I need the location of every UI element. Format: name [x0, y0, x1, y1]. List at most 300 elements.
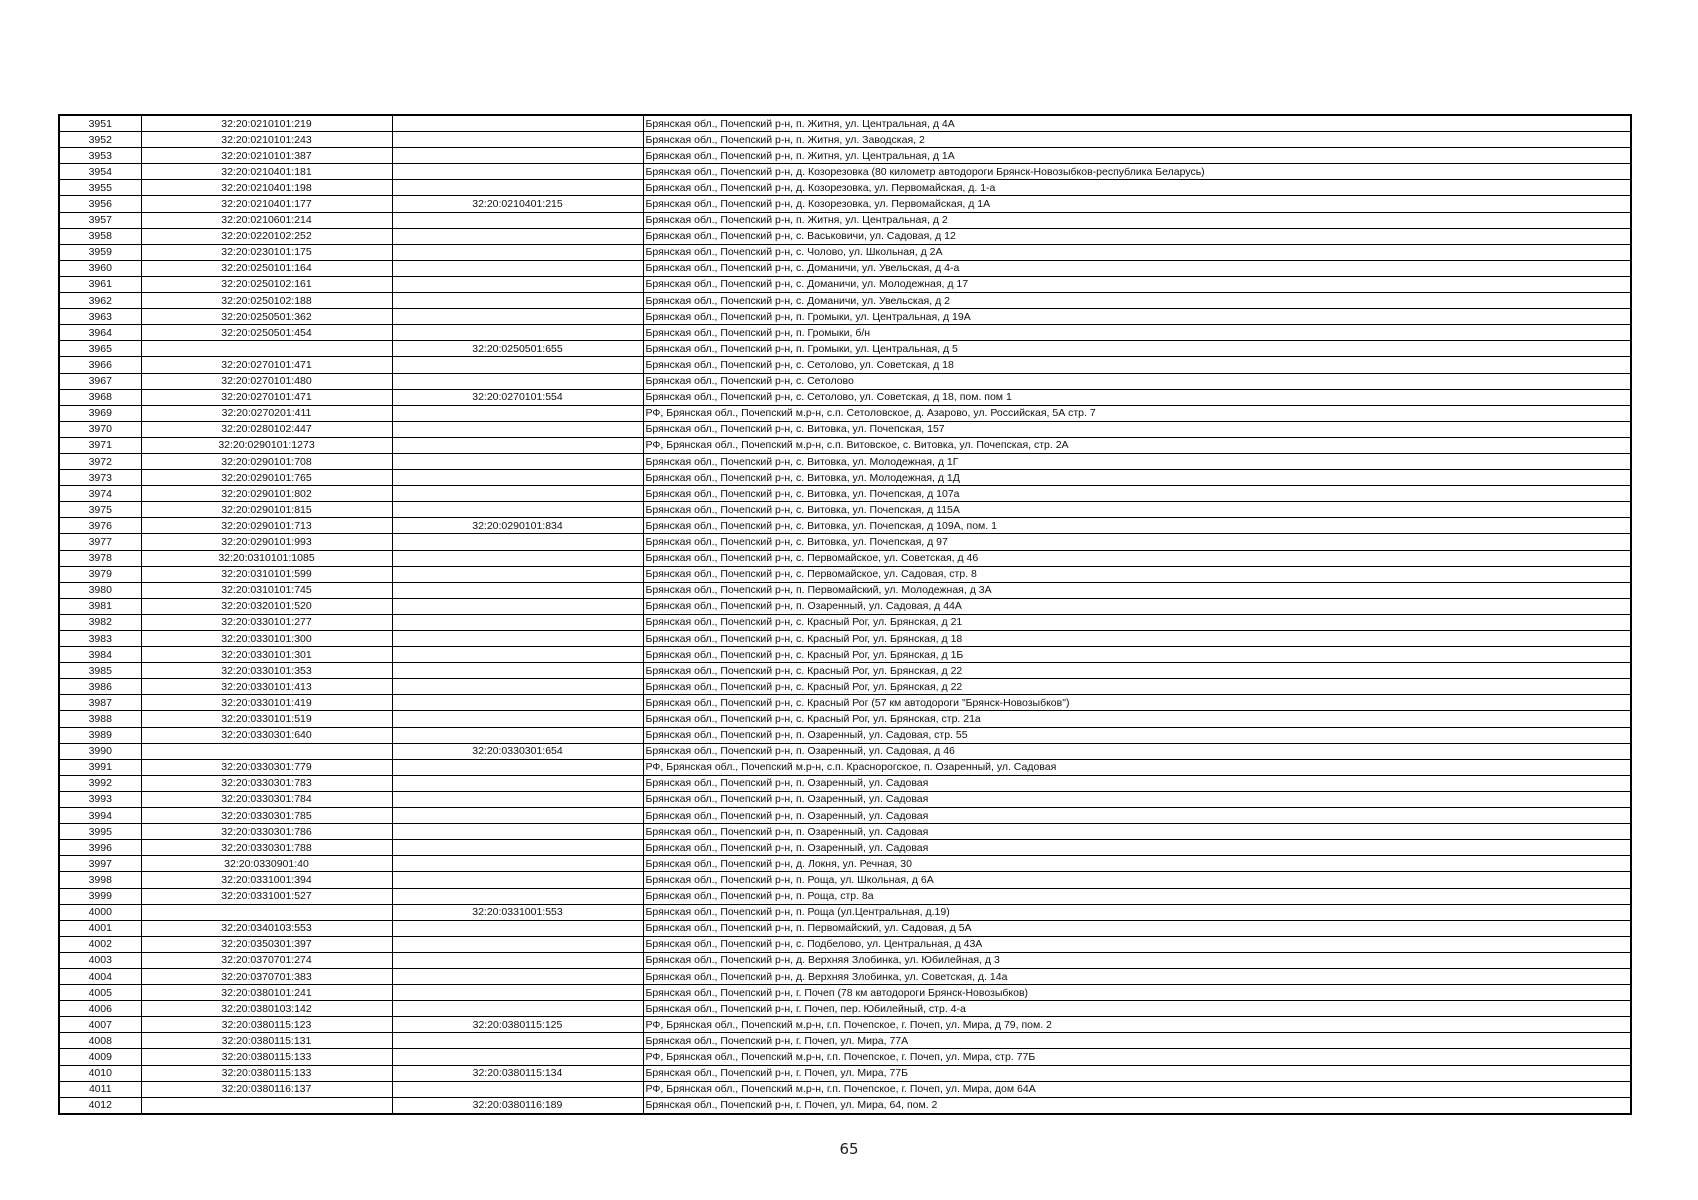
row-number-cell: 3990 — [59, 743, 141, 759]
address-cell: Брянская обл., Почепский р-н, с. Красный Рог, ул. Брянская, д 21 — [643, 614, 1631, 630]
address-cell: Брянская обл., Почепский р-н, с. Красный Рог, ул. Брянская, д 18 — [643, 631, 1631, 647]
address-cell: Брянская обл., Почепский р-н, д. Локня, ул. Речная, 30 — [643, 856, 1631, 872]
parent-cadastral-cell — [392, 357, 643, 373]
table-row — [59, 486, 1631, 502]
parent-cadastral-cell — [392, 212, 643, 228]
table-row — [59, 309, 1631, 325]
parent-cadastral-cell: 32:20:0380116:189 — [392, 1097, 643, 1114]
parent-cadastral-cell — [392, 453, 643, 469]
address-cell: Брянская обл., Почепский р-н, с. Красный Рог, ул. Брянская, д 22 — [643, 663, 1631, 679]
row-number-cell: 3967 — [59, 373, 141, 389]
address-cell: Брянская обл., Почепский р-н, с. Подбелово, ул. Центральная, д 43А — [643, 936, 1631, 952]
address-cell: Брянская обл., Почепский р-н, с. Красный Рог, ул. Брянская, стр. 21а — [643, 711, 1631, 727]
parent-cadastral-cell — [392, 405, 643, 421]
parent-cadastral-cell — [392, 132, 643, 148]
table-row — [59, 470, 1631, 486]
cadastral-number-cell: 32:20:0310101:1085 — [141, 550, 392, 566]
cadastral-number-cell: 32:20:0330101:519 — [141, 711, 392, 727]
parent-cadastral-cell — [392, 936, 643, 952]
row-number-cell: 3971 — [59, 437, 141, 453]
cadastral-number-cell: 32:20:0250102:161 — [141, 276, 392, 292]
parent-cadastral-cell — [392, 775, 643, 791]
parent-cadastral-cell — [392, 180, 643, 196]
address-cell: Брянская обл., Почепский р-н, с. Доманичи, ул. Молодежная, д 17 — [643, 276, 1631, 292]
address-cell: Брянская обл., Почепский р-н, п. Житня, ул. Центральная, д 1А — [643, 148, 1631, 164]
address-cell: Брянская обл., Почепский р-н, п. Первомайский, ул. Садовая, д 5А — [643, 920, 1631, 936]
row-number-cell: 3979 — [59, 566, 141, 582]
cadastral-number-cell: 32:20:0320101:520 — [141, 598, 392, 614]
row-number-cell: 4005 — [59, 985, 141, 1001]
row-number-cell: 4008 — [59, 1033, 141, 1049]
parent-cadastral-cell — [392, 695, 643, 711]
table-row — [59, 647, 1631, 663]
parent-cadastral-cell: 32:20:0380115:134 — [392, 1065, 643, 1081]
cadastral-number-cell: 32:20:0270101:480 — [141, 373, 392, 389]
address-cell: Брянская обл., Почепский р-н, с. Витовка, ул. Почепская, д 97 — [643, 534, 1631, 550]
parent-cadastral-cell — [392, 679, 643, 695]
table-row — [59, 1001, 1631, 1017]
cadastral-number-cell: 32:20:0210101:219 — [141, 115, 392, 132]
address-cell: Брянская обл., Почепский р-н, п. Озаренный, ул. Садовая — [643, 791, 1631, 807]
table-row — [59, 164, 1631, 180]
table-row — [59, 856, 1631, 872]
table-row — [59, 824, 1631, 840]
table-row — [59, 1049, 1631, 1065]
table-row — [59, 115, 1631, 132]
parent-cadastral-cell — [392, 148, 643, 164]
row-number-cell: 3974 — [59, 486, 141, 502]
address-cell: Брянская обл., Почепский р-н, п. Озаренный, ул. Садовая — [643, 840, 1631, 856]
row-number-cell: 3998 — [59, 872, 141, 888]
row-number-cell: 3999 — [59, 888, 141, 904]
row-number-cell: 3993 — [59, 791, 141, 807]
cadastral-number-cell: 32:20:0330101:277 — [141, 614, 392, 630]
cadastral-number-cell: 32:20:0290101:713 — [141, 518, 392, 534]
parent-cadastral-cell — [392, 663, 643, 679]
row-number-cell: 3977 — [59, 534, 141, 550]
table-row — [59, 968, 1631, 984]
table-row — [59, 808, 1631, 824]
table-row — [59, 389, 1631, 405]
cadastral-number-cell: 32:20:0380116:137 — [141, 1081, 392, 1097]
parent-cadastral-cell — [392, 808, 643, 824]
table-row — [59, 743, 1631, 759]
parent-cadastral-cell: 32:20:0270101:554 — [392, 389, 643, 405]
table-row — [59, 1097, 1631, 1114]
table-row — [59, 325, 1631, 341]
cadastral-number-cell: 32:20:0330301:785 — [141, 808, 392, 824]
parent-cadastral-cell — [392, 840, 643, 856]
table-row — [59, 180, 1631, 196]
address-cell: РФ, Брянская обл., Почепский м.р-н, с.п. Витовское, с. Витовка, ул. Почепская, стр. 2А — [643, 437, 1631, 453]
parent-cadastral-cell — [392, 470, 643, 486]
cadastral-number-cell: 32:20:0330301:779 — [141, 759, 392, 775]
address-cell: Брянская обл., Почепский р-н, с. Васьковичи, ул. Садовая, д 12 — [643, 228, 1631, 244]
cadastral-number-cell: 32:20:0330101:419 — [141, 695, 392, 711]
row-number-cell: 3976 — [59, 518, 141, 534]
table-row — [59, 1081, 1631, 1097]
table-row — [59, 550, 1631, 566]
table-row — [59, 985, 1631, 1001]
cadastral-number-cell: 32:20:0290101:802 — [141, 486, 392, 502]
address-cell: РФ, Брянская обл., Почепский м.р-н, г.п. Почепское, г. Почеп, ул. Мира, дом 64А — [643, 1081, 1631, 1097]
parent-cadastral-cell: 32:20:0290101:834 — [392, 518, 643, 534]
row-number-cell: 3962 — [59, 293, 141, 309]
address-cell: Брянская обл., Почепский р-н, п. Громыки, б/н — [643, 325, 1631, 341]
cadastral-number-cell: 32:20:0290101:708 — [141, 453, 392, 469]
row-number-cell: 3960 — [59, 260, 141, 276]
table-row — [59, 711, 1631, 727]
parent-cadastral-cell — [392, 1081, 643, 1097]
parent-cadastral-cell — [392, 244, 643, 260]
row-number-cell: 3970 — [59, 421, 141, 437]
parent-cadastral-cell — [392, 260, 643, 276]
table-row — [59, 357, 1631, 373]
row-number-cell: 3983 — [59, 631, 141, 647]
registry-table — [58, 114, 1632, 1115]
parent-cadastral-cell — [392, 486, 643, 502]
parent-cadastral-cell — [392, 856, 643, 872]
row-number-cell: 3953 — [59, 148, 141, 164]
table-row — [59, 759, 1631, 775]
parent-cadastral-cell — [392, 276, 643, 292]
cadastral-number-cell: 32:20:0350301:397 — [141, 936, 392, 952]
parent-cadastral-cell — [392, 711, 643, 727]
cadastral-number-cell: 32:20:0290101:1273 — [141, 437, 392, 453]
cadastral-number-cell: 32:20:0380115:133 — [141, 1065, 392, 1081]
row-number-cell: 3955 — [59, 180, 141, 196]
parent-cadastral-cell — [392, 164, 643, 180]
parent-cadastral-cell — [392, 1049, 643, 1065]
table-row — [59, 566, 1631, 582]
cadastral-number-cell — [141, 904, 392, 920]
table-row — [59, 631, 1631, 647]
table-row — [59, 228, 1631, 244]
page-number: 65 — [839, 1140, 859, 1158]
cadastral-number-cell: 32:20:0250101:164 — [141, 260, 392, 276]
parent-cadastral-cell — [392, 566, 643, 582]
row-number-cell: 3986 — [59, 679, 141, 695]
cadastral-number-cell: 32:20:0210401:198 — [141, 180, 392, 196]
row-number-cell: 4006 — [59, 1001, 141, 1017]
parent-cadastral-cell — [392, 888, 643, 904]
cadastral-number-cell: 32:20:0370701:383 — [141, 968, 392, 984]
cadastral-number-cell: 32:20:0220102:252 — [141, 228, 392, 244]
table-row — [59, 437, 1631, 453]
parent-cadastral-cell — [392, 309, 643, 325]
address-cell: Брянская обл., Почепский р-н, с. Витовка, ул. Молодежная, д 1Д — [643, 470, 1631, 486]
table-row — [59, 695, 1631, 711]
address-cell: Брянская обл., Почепский р-н, п. Житня, ул. Центральная, д 2 — [643, 212, 1631, 228]
row-number-cell: 3956 — [59, 196, 141, 212]
table-row — [59, 920, 1631, 936]
address-cell: Брянская обл., Почепский р-н, с. Витовка, ул. Молодежная, д 1Г — [643, 453, 1631, 469]
parent-cadastral-cell — [392, 952, 643, 968]
address-cell: Брянская обл., Почепский р-н, с. Сетолово, ул. Советская, д 18 — [643, 357, 1631, 373]
address-cell: РФ, Брянская обл., Почепский м.р-н, г.п. Почепское, г. Почеп, ул. Мира, стр. 77Б — [643, 1049, 1631, 1065]
address-cell: Брянская обл., Почепский р-н, п. Роща, ул. Школьная, д 6А — [643, 872, 1631, 888]
address-cell: Брянская обл., Почепский р-н, п. Первомайский, ул. Молодежная, д 3А — [643, 582, 1631, 598]
address-cell: Брянская обл., Почепский р-н, п. Роща, стр. 8а — [643, 888, 1631, 904]
address-cell: Брянская обл., Почепский р-н, с. Витовка, ул. Почепская, д 115А — [643, 502, 1631, 518]
table-row — [59, 260, 1631, 276]
address-cell: Брянская обл., Почепский р-н, г. Почеп, пер. Юбилейный, стр. 4-а — [643, 1001, 1631, 1017]
address-cell: Брянская обл., Почепский р-н, с. Витовка, ул. Почепская, 157 — [643, 421, 1631, 437]
row-number-cell: 3958 — [59, 228, 141, 244]
row-number-cell: 3984 — [59, 647, 141, 663]
table-row — [59, 663, 1631, 679]
cadastral-number-cell: 32:20:0380115:133 — [141, 1049, 392, 1065]
parent-cadastral-cell — [392, 759, 643, 775]
cadastral-number-cell: 32:20:0210401:177 — [141, 196, 392, 212]
table-row — [59, 502, 1631, 518]
cadastral-number-cell: 32:20:0330901:40 — [141, 856, 392, 872]
address-cell: Брянская обл., Почепский р-н, п. Житня, ул. Заводская, 2 — [643, 132, 1631, 148]
parent-cadastral-cell: 32:20:0331001:553 — [392, 904, 643, 920]
table-row — [59, 293, 1631, 309]
cadastral-number-cell: 32:20:0290101:765 — [141, 470, 392, 486]
cadastral-number-cell: 32:20:0270101:471 — [141, 389, 392, 405]
row-number-cell: 4003 — [59, 952, 141, 968]
table-row — [59, 244, 1631, 260]
row-number-cell: 3965 — [59, 341, 141, 357]
cadastral-number-cell: 32:20:0290101:993 — [141, 534, 392, 550]
parent-cadastral-cell — [392, 582, 643, 598]
parent-cadastral-cell: 32:20:0250501:655 — [392, 341, 643, 357]
address-cell: РФ, Брянская обл., Почепский м.р-н, г.п. Почепское, г. Почеп, ул. Мира, д 79, пом. 2 — [643, 1017, 1631, 1033]
address-cell: Брянская обл., Почепский р-н, с. Сетолово — [643, 373, 1631, 389]
row-number-cell: 3995 — [59, 824, 141, 840]
cadastral-number-cell — [141, 743, 392, 759]
cadastral-number-cell — [141, 1097, 392, 1114]
parent-cadastral-cell — [392, 824, 643, 840]
address-cell: Брянская обл., Почепский р-н, п. Озаренный, ул. Садовая — [643, 775, 1631, 791]
parent-cadastral-cell — [392, 1033, 643, 1049]
table-row — [59, 614, 1631, 630]
parent-cadastral-cell — [392, 614, 643, 630]
row-number-cell: 3952 — [59, 132, 141, 148]
row-number-cell: 3981 — [59, 598, 141, 614]
parent-cadastral-cell — [392, 293, 643, 309]
row-number-cell: 3987 — [59, 695, 141, 711]
row-number-cell: 3980 — [59, 582, 141, 598]
table-row — [59, 276, 1631, 292]
parent-cadastral-cell — [392, 373, 643, 389]
address-cell: Брянская обл., Почепский р-н, д. Козорезовка, ул. Первомайская, д. 1-а — [643, 180, 1631, 196]
address-cell: Брянская обл., Почепский р-н, с. Первомайское, ул. Советская, д 46 — [643, 550, 1631, 566]
table-row — [59, 872, 1631, 888]
parent-cadastral-cell — [392, 968, 643, 984]
parent-cadastral-cell — [392, 598, 643, 614]
cadastral-number-cell: 32:20:0330301:786 — [141, 824, 392, 840]
cadastral-number-cell: 32:20:0210101:243 — [141, 132, 392, 148]
table-row — [59, 518, 1631, 534]
row-number-cell: 3969 — [59, 405, 141, 421]
table-row — [59, 1065, 1631, 1081]
table-row — [59, 679, 1631, 695]
address-cell: Брянская обл., Почепский р-н, п. Роща (ул.Центральная, д.19) — [643, 904, 1631, 920]
row-number-cell: 3972 — [59, 453, 141, 469]
cadastral-number-cell: 32:20:0250501:454 — [141, 325, 392, 341]
cadastral-number-cell: 32:20:0380115:131 — [141, 1033, 392, 1049]
table-row — [59, 598, 1631, 614]
row-number-cell: 3959 — [59, 244, 141, 260]
parent-cadastral-cell — [392, 1001, 643, 1017]
parent-cadastral-cell: 32:20:0210401:215 — [392, 196, 643, 212]
row-number-cell: 3966 — [59, 357, 141, 373]
cadastral-number-cell: 32:20:0330101:300 — [141, 631, 392, 647]
table-row — [59, 148, 1631, 164]
row-number-cell: 3992 — [59, 775, 141, 791]
table-row — [59, 936, 1631, 952]
address-cell: Брянская обл., Почепский р-н, с. Доманичи, ул. Увельская, д 2 — [643, 293, 1631, 309]
address-cell: Брянская обл., Почепский р-н, п. Озаренный, ул. Садовая, стр. 55 — [643, 727, 1631, 743]
parent-cadastral-cell — [392, 727, 643, 743]
parent-cadastral-cell — [392, 550, 643, 566]
row-number-cell: 4000 — [59, 904, 141, 920]
address-cell: РФ, Брянская обл., Почепский м.р-н, с.п. Краснорогское, п. Озаренный, ул. Садовая — [643, 759, 1631, 775]
parent-cadastral-cell — [392, 791, 643, 807]
address-cell: Брянская обл., Почепский р-н, п. Житня, ул. Центральная, д 4А — [643, 115, 1631, 132]
registry-body — [59, 115, 1631, 1114]
row-number-cell: 4009 — [59, 1049, 141, 1065]
row-number-cell: 3996 — [59, 840, 141, 856]
cadastral-number-cell: 32:20:0330101:301 — [141, 647, 392, 663]
cadastral-number-cell: 32:20:0230101:175 — [141, 244, 392, 260]
cadastral-number-cell: 32:20:0370701:274 — [141, 952, 392, 968]
row-number-cell: 3982 — [59, 614, 141, 630]
row-number-cell: 3957 — [59, 212, 141, 228]
row-number-cell: 3951 — [59, 115, 141, 132]
table-row — [59, 405, 1631, 421]
cadastral-number-cell: 32:20:0310101:745 — [141, 582, 392, 598]
address-cell: Брянская обл., Почепский р-н, г. Почеп (78 км автодороги Брянск-Новозыбков) — [643, 985, 1631, 1001]
cadastral-number-cell: 32:20:0270201:411 — [141, 405, 392, 421]
row-number-cell: 3968 — [59, 389, 141, 405]
row-number-cell: 3975 — [59, 502, 141, 518]
table-row — [59, 421, 1631, 437]
table-row — [59, 534, 1631, 550]
address-cell: Брянская обл., Почепский р-н, с. Доманичи, ул. Увельская, д 4-а — [643, 260, 1631, 276]
parent-cadastral-cell — [392, 985, 643, 1001]
table-row — [59, 775, 1631, 791]
row-number-cell: 3954 — [59, 164, 141, 180]
address-cell: Брянская обл., Почепский р-н, г. Почеп, ул. Мира, 64, пом. 2 — [643, 1097, 1631, 1114]
table-row — [59, 582, 1631, 598]
row-number-cell: 3973 — [59, 470, 141, 486]
cadastral-number-cell: 32:20:0330101:353 — [141, 663, 392, 679]
address-cell: Брянская обл., Почепский р-н, п. Озаренный, ул. Садовая, д 44А — [643, 598, 1631, 614]
parent-cadastral-cell — [392, 115, 643, 132]
parent-cadastral-cell: 32:20:0380115:125 — [392, 1017, 643, 1033]
row-number-cell: 3988 — [59, 711, 141, 727]
row-number-cell: 4011 — [59, 1081, 141, 1097]
table-row — [59, 1033, 1631, 1049]
table-row — [59, 1017, 1631, 1033]
row-number-cell: 4007 — [59, 1017, 141, 1033]
cadastral-number-cell: 32:20:0380115:123 — [141, 1017, 392, 1033]
address-cell: Брянская обл., Почепский р-н, д. Верхняя Злобинка, ул. Советская, д. 14а — [643, 968, 1631, 984]
address-cell: Брянская обл., Почепский р-н, п. Озаренный, ул. Садовая — [643, 808, 1631, 824]
row-number-cell: 3994 — [59, 808, 141, 824]
parent-cadastral-cell — [392, 325, 643, 341]
cadastral-number-cell: 32:20:0210601:214 — [141, 212, 392, 228]
table-row — [59, 196, 1631, 212]
parent-cadastral-cell — [392, 228, 643, 244]
row-number-cell: 4012 — [59, 1097, 141, 1114]
cadastral-number-cell: 32:20:0290101:815 — [141, 502, 392, 518]
cadastral-number-cell: 32:20:0331001:394 — [141, 872, 392, 888]
cadastral-number-cell: 32:20:0280102:447 — [141, 421, 392, 437]
row-number-cell: 3985 — [59, 663, 141, 679]
address-cell: Брянская обл., Почепский р-н, п. Громыки, ул. Центральная, д 5 — [643, 341, 1631, 357]
row-number-cell: 3978 — [59, 550, 141, 566]
parent-cadastral-cell — [392, 631, 643, 647]
table-row — [59, 212, 1631, 228]
parent-cadastral-cell — [392, 502, 643, 518]
row-number-cell: 4002 — [59, 936, 141, 952]
table-row — [59, 727, 1631, 743]
address-cell: Брянская обл., Почепский р-н, с. Витовка, ул. Почепская, д 109А, пом. 1 — [643, 518, 1631, 534]
row-number-cell: 4010 — [59, 1065, 141, 1081]
cadastral-number-cell: 32:20:0331001:527 — [141, 888, 392, 904]
cadastral-number-cell: 32:20:0380103:142 — [141, 1001, 392, 1017]
row-number-cell: 3989 — [59, 727, 141, 743]
row-number-cell: 3997 — [59, 856, 141, 872]
cadastral-number-cell: 32:20:0330101:413 — [141, 679, 392, 695]
table-row — [59, 341, 1631, 357]
table-row — [59, 132, 1631, 148]
parent-cadastral-cell — [392, 647, 643, 663]
table-row — [59, 453, 1631, 469]
parent-cadastral-cell — [392, 421, 643, 437]
address-cell: Брянская обл., Почепский р-н, с. Красный Рог (57 км автодороги "Брянск-Новозыбков") — [643, 695, 1631, 711]
address-cell: Брянская обл., Почепский р-н, с. Сетолово, ул. Советская, д 18, пом. пом 1 — [643, 389, 1631, 405]
table-row — [59, 840, 1631, 856]
cadastral-number-cell: 32:20:0330301:783 — [141, 775, 392, 791]
cadastral-number-cell: 32:20:0270101:471 — [141, 357, 392, 373]
address-cell: Брянская обл., Почепский р-н, п. Озаренный, ул. Садовая — [643, 824, 1631, 840]
table-row — [59, 888, 1631, 904]
address-cell: Брянская обл., Почепский р-н, г. Почеп, ул. Мира, 77А — [643, 1033, 1631, 1049]
address-cell: Брянская обл., Почепский р-н, д. Верхняя Злобинка, ул. Юбилейная, д 3 — [643, 952, 1631, 968]
address-cell: Брянская обл., Почепский р-н, г. Почеп, ул. Мира, 77Б — [643, 1065, 1631, 1081]
cadastral-number-cell: 32:20:0210101:387 — [141, 148, 392, 164]
cadastral-number-cell: 32:20:0250102:188 — [141, 293, 392, 309]
row-number-cell: 3964 — [59, 325, 141, 341]
address-cell: РФ, Брянская обл., Почепский м.р-н, с.п. Сетоловское, д. Азарово, ул. Российская, 5А стр. 7 — [643, 405, 1631, 421]
address-cell: Брянская обл., Почепский р-н, п. Озаренный, ул. Садовая, д 46 — [643, 743, 1631, 759]
parent-cadastral-cell — [392, 872, 643, 888]
parent-cadastral-cell — [392, 920, 643, 936]
table-row — [59, 904, 1631, 920]
table-row — [59, 373, 1631, 389]
address-cell: Брянская обл., Почепский р-н, с. Витовка, ул. Почепская, д 107а — [643, 486, 1631, 502]
parent-cadastral-cell — [392, 437, 643, 453]
cadastral-number-cell: 32:20:0330301:788 — [141, 840, 392, 856]
table-row — [59, 952, 1631, 968]
cadastral-number-cell — [141, 341, 392, 357]
row-number-cell: 4001 — [59, 920, 141, 936]
cadastral-number-cell: 32:20:0380101:241 — [141, 985, 392, 1001]
row-number-cell: 4004 — [59, 968, 141, 984]
cadastral-number-cell: 32:20:0310101:599 — [141, 566, 392, 582]
cadastral-number-cell: 32:20:0330301:640 — [141, 727, 392, 743]
parent-cadastral-cell: 32:20:0330301:654 — [392, 743, 643, 759]
address-cell: Брянская обл., Почепский р-н, с. Красный Рог, ул. Брянская, д 22 — [643, 679, 1631, 695]
address-cell: Брянская обл., Почепский р-н, д. Козорезовка (80 километр автодороги Брянск-Новозыбков-республика Беларусь) — [643, 164, 1631, 180]
row-number-cell: 3961 — [59, 276, 141, 292]
